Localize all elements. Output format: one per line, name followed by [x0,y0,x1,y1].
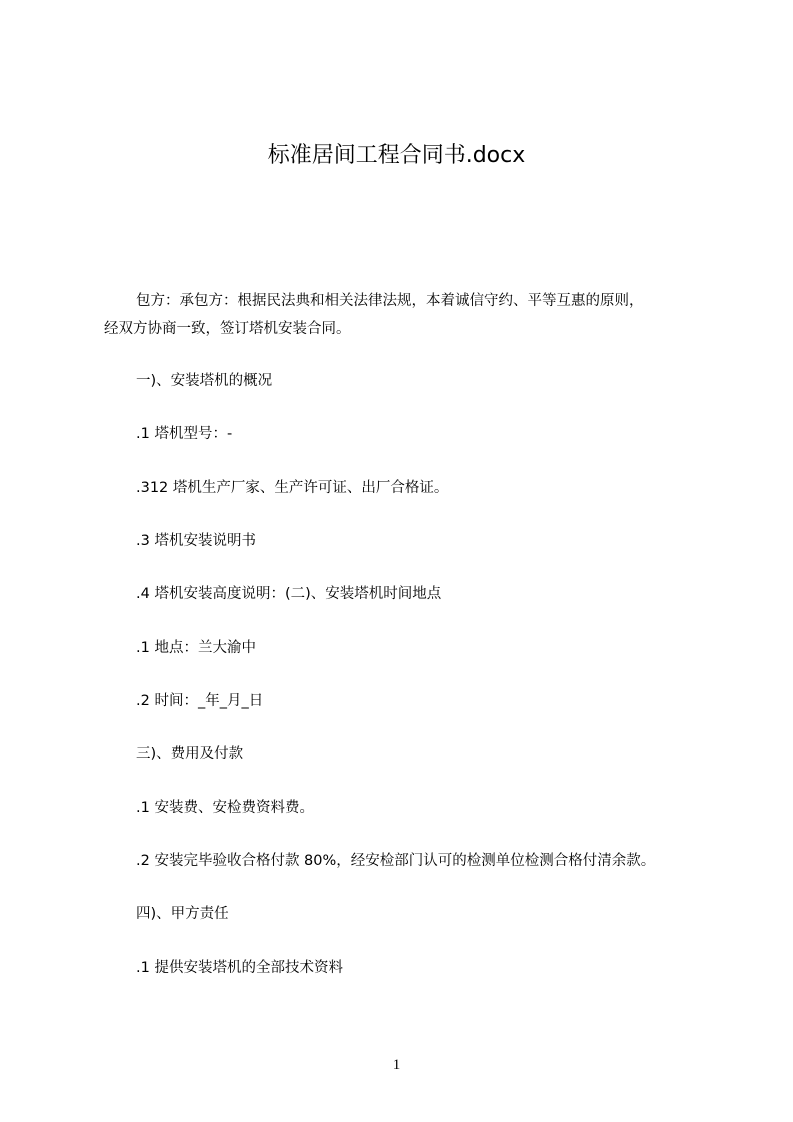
section-heading-overview: 一)、安装塔机的概况 [136,373,273,389]
list-item-location: .1 地点：兰大渝中 [136,640,256,656]
list-item-crane-model: .1 塔机型号：- [136,426,233,442]
section-heading-fees: 三)、费用及付款 [136,746,244,762]
list-item-install-height: .4 塔机安装高度说明：(二)、安装塔机时间地点 [136,586,442,602]
list-item-payment-terms: .2 安装完毕验收合格付款 80%，经安检部门认可的检测单位检测合格付清余款。 [136,853,656,869]
intro-paragraph-line-2: 经双方协商一致，签订塔机安装合同。 [104,321,351,337]
intro-paragraph-line-1: 包方：承包方：根据民法典和相关法律法规，本着诚信守约、平等互惠的原则， [136,293,644,309]
list-item-install-fee: .1 安装费、安检费资料费。 [136,800,314,816]
list-item-manufacturer: .312 塔机生产厂家、生产许可证、出厂合格证。 [136,480,449,496]
list-item-install-manual: .3 塔机安装说明书 [136,533,256,549]
list-item-time: .2 时间：_年_月_日 [136,693,264,709]
page-number: 1 [392,1057,401,1073]
list-item-technical-docs: .1 提供安装塔机的全部技术资料 [136,960,343,976]
section-heading-party-a: 四)、甲方责任 [136,906,229,922]
document-title: 标准居间工程合同书.docx [267,143,526,168]
